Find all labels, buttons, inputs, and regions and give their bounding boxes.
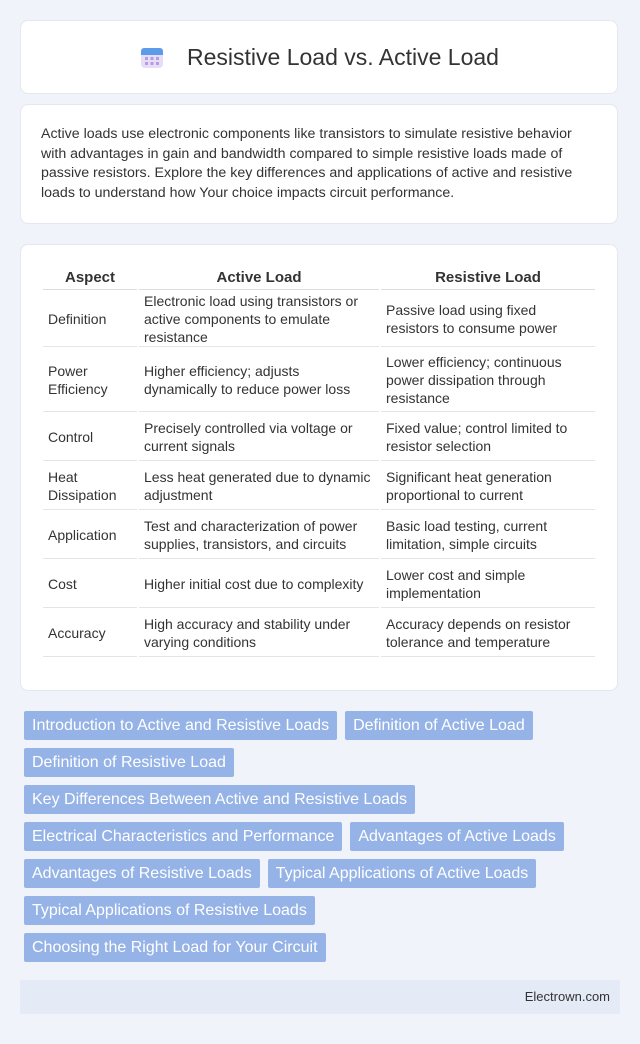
table-row — [43, 610, 595, 657]
topic-link[interactable]: Key Differences Between Active and Resistive Loads — [24, 785, 415, 814]
table-header-row — [43, 263, 595, 290]
table-row — [43, 414, 595, 461]
table-row — [43, 349, 595, 412]
resistive-load-cell: Fixed value; control limited to resistor selection — [381, 414, 595, 461]
topic-link[interactable]: Definition of Active Load — [345, 711, 533, 740]
footer — [20, 980, 620, 1014]
topic-link[interactable]: Advantages of Resistive Loads — [24, 859, 260, 888]
topic-link[interactable]: Advantages of Active Loads — [350, 822, 563, 851]
topic-link[interactable]: Typical Applications of Active Loads — [268, 859, 537, 888]
aspect-cell: Accuracy — [43, 610, 137, 657]
topic-link[interactable]: Choosing the Right Load for Your Circuit — [24, 933, 326, 962]
resistive-load-cell: Passive load using fixed resistors to consume power — [381, 292, 595, 347]
active-load-cell: Higher efficiency; adjusts dynamically to reduce power loss — [139, 349, 379, 412]
intro-card — [20, 104, 618, 224]
header-resistive-load: Resistive Load — [381, 263, 595, 290]
aspect-cell: Application — [43, 512, 137, 559]
page-title: Resistive Load vs. Active Load — [187, 43, 499, 70]
resistive-load-cell: Lower efficiency; continuous power dissipation through resistance — [381, 349, 595, 412]
aspect-cell: Control — [43, 414, 137, 461]
aspect-cell: Heat Dissipation — [43, 463, 137, 510]
header-aspect: Aspect — [43, 263, 137, 290]
footer-site[interactable]: Electrown.com — [524, 989, 610, 1004]
topic-link[interactable]: Introduction to Active and Resistive Loads — [24, 711, 337, 740]
header-card — [20, 20, 618, 94]
comparison-table-card — [20, 244, 618, 691]
comparison-table — [41, 261, 597, 659]
table-row — [43, 292, 595, 347]
active-load-cell: High accuracy and stability under varying conditions — [139, 610, 379, 657]
active-load-cell: Electronic load using transistors or active components to emulate resistance — [139, 292, 379, 347]
resistive-load-cell: Basic load testing, current limitation, simple circuits — [381, 512, 595, 559]
table-row — [43, 512, 595, 559]
active-load-cell: Test and characterization of power supplies, transistors, and circuits — [139, 512, 379, 559]
resistive-load-cell: Lower cost and simple implementation — [381, 561, 595, 608]
active-load-cell: Precisely controlled via voltage or current signals — [139, 414, 379, 461]
calendar-icon — [139, 44, 165, 70]
active-load-cell: Higher initial cost due to complexity — [139, 561, 379, 608]
resistive-load-cell: Significant heat generation proportional to current — [381, 463, 595, 510]
topic-link[interactable]: Electrical Characteristics and Performance — [24, 822, 342, 851]
topic-links — [20, 711, 620, 970]
topic-link[interactable]: Definition of Resistive Load — [24, 748, 234, 777]
topic-link[interactable]: Typical Applications of Resistive Loads — [24, 896, 315, 925]
table-row — [43, 561, 595, 608]
header-active-load: Active Load — [139, 263, 379, 290]
intro-text: Active loads use electronic components like transistors to simulate resistive behavior with advantages in gain and bandwidth compared to simple resistive loads made of passive resistors. Explore the key differences and applications of active and resistive loads to understand how Your choice impacts circuit performance. — [41, 126, 573, 201]
aspect-cell: Cost — [43, 561, 137, 608]
resistive-load-cell: Accuracy depends on resistor tolerance and temperature — [381, 610, 595, 657]
aspect-cell: Power Efficiency — [43, 349, 137, 412]
active-load-cell: Less heat generated due to dynamic adjustment — [139, 463, 379, 510]
aspect-cell: Definition — [43, 292, 137, 347]
table-row — [43, 463, 595, 510]
